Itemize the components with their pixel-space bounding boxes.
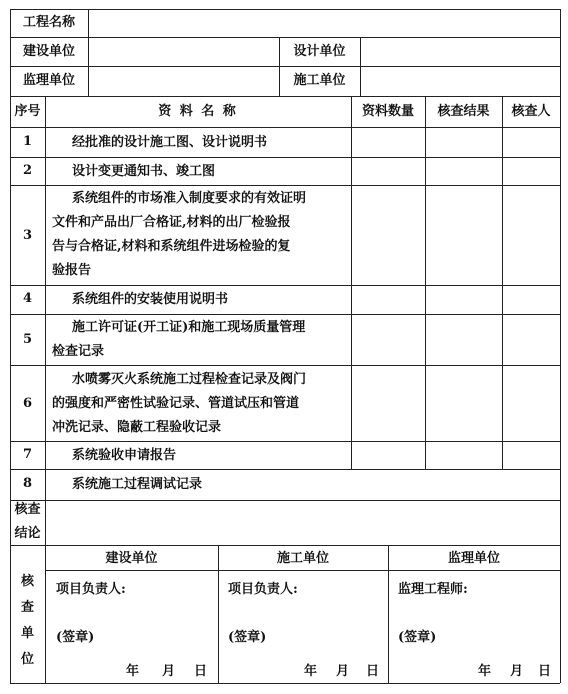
row-name-line: 水喷雾灭火系统施工过程检查记录及阀门	[72, 372, 307, 387]
rule	[10, 157, 560, 158]
supervisor-date-day: 日	[538, 664, 552, 679]
conclusion-label: 结论	[14, 526, 41, 541]
units-side-label: 单	[20, 626, 34, 641]
builder-label: 建设单位	[22, 44, 75, 59]
builder-person-label: 项目负责人:	[56, 582, 126, 597]
constructor-date-day: 日	[366, 664, 380, 679]
rule	[10, 285, 560, 286]
row-name-line: 文件和产品出厂合格证,材料的出厂检验报	[52, 215, 291, 230]
column-header-count: 资料数量	[361, 104, 414, 119]
column-header-name: 资 料 名 称	[158, 104, 238, 119]
row-seq: 1	[22, 134, 33, 149]
constructor-date-month: 月	[336, 664, 350, 679]
units-side-label: 核	[20, 574, 34, 589]
rule	[10, 96, 560, 97]
designer-label: 设计单位	[293, 44, 346, 59]
row-seq: 8	[22, 476, 33, 491]
rule	[10, 9, 560, 10]
row-seq: 6	[22, 396, 33, 411]
row-name: 系统验收申请报告	[72, 448, 177, 463]
supervisor-date-year: 年	[478, 664, 492, 679]
rule	[560, 9, 561, 683]
row-name-line: 施工许可证(开工证)和施工现场质量管理	[72, 320, 306, 335]
constructor-person-label: 项目负责人:	[228, 582, 298, 597]
supervisor-date-month: 月	[510, 664, 524, 679]
rule	[10, 365, 560, 366]
rule	[45, 96, 46, 683]
rule	[88, 9, 89, 96]
row-name: 经批准的设计施工图、设计说明书	[72, 135, 268, 150]
row-seq: 4	[22, 291, 33, 306]
constructor-unit-title: 施工单位	[276, 551, 329, 566]
row-seq: 5	[22, 332, 33, 347]
rule	[45, 570, 560, 571]
supervisor-seal: (签章)	[398, 630, 437, 645]
builder-unit-title: 建设单位	[105, 551, 158, 566]
column-header-seq: 序号	[14, 104, 41, 119]
rule	[10, 545, 560, 546]
supervisor-label: 监理单位	[22, 73, 75, 88]
rule	[360, 37, 361, 96]
row-name: 设计变更通知书、竣工图	[72, 164, 216, 179]
builder-seal: (签章)	[56, 630, 95, 645]
constructor-date-year: 年	[304, 664, 318, 679]
row-seq: 2	[22, 163, 33, 178]
rule	[10, 683, 560, 684]
rule	[502, 96, 503, 469]
column-header-result: 核查结果	[437, 104, 490, 119]
supervisor-person-label: 监理工程师:	[398, 582, 468, 597]
rule	[10, 469, 560, 470]
rule	[10, 500, 560, 501]
row-name: 系统组件的安装使用说明书	[72, 292, 229, 307]
rule	[10, 127, 560, 128]
rule	[425, 96, 426, 469]
builder-date-month: 月	[162, 664, 176, 679]
row-name-line: 验报告	[52, 263, 92, 278]
column-header-checker: 核查人	[511, 104, 551, 119]
rule	[10, 66, 560, 67]
row-name-line: 检查记录	[52, 344, 105, 359]
units-side-label: 位	[20, 652, 34, 667]
rule	[10, 441, 560, 442]
conclusion-field[interactable]	[47, 502, 558, 544]
row-name-line: 告与合格证,材料和系统组件进场检验的复	[52, 239, 291, 254]
supervisor-unit-title: 监理单位	[447, 551, 500, 566]
row-seq: 3	[22, 228, 33, 243]
row-name-line: 冲洗记录、隐蔽工程验收记录	[52, 420, 222, 435]
units-side-label: 查	[20, 600, 34, 615]
row-seq: 7	[22, 447, 33, 462]
builder-date-day: 日	[194, 664, 208, 679]
row-name-line: 系统组件的市场准入制度要求的有效证明	[72, 191, 307, 206]
row-name: 系统施工过程调试记录	[72, 477, 203, 492]
constructor-label: 施工单位	[293, 73, 346, 88]
conclusion-label: 核查	[14, 502, 41, 517]
rule	[10, 37, 560, 38]
builder-date-year: 年	[126, 664, 140, 679]
row-name-line: 的强度和严密性试验记录、管道试压和管道	[52, 396, 300, 411]
rule	[351, 96, 352, 469]
project-name-label: 工程名称	[22, 15, 75, 30]
constructor-seal: (签章)	[228, 630, 267, 645]
